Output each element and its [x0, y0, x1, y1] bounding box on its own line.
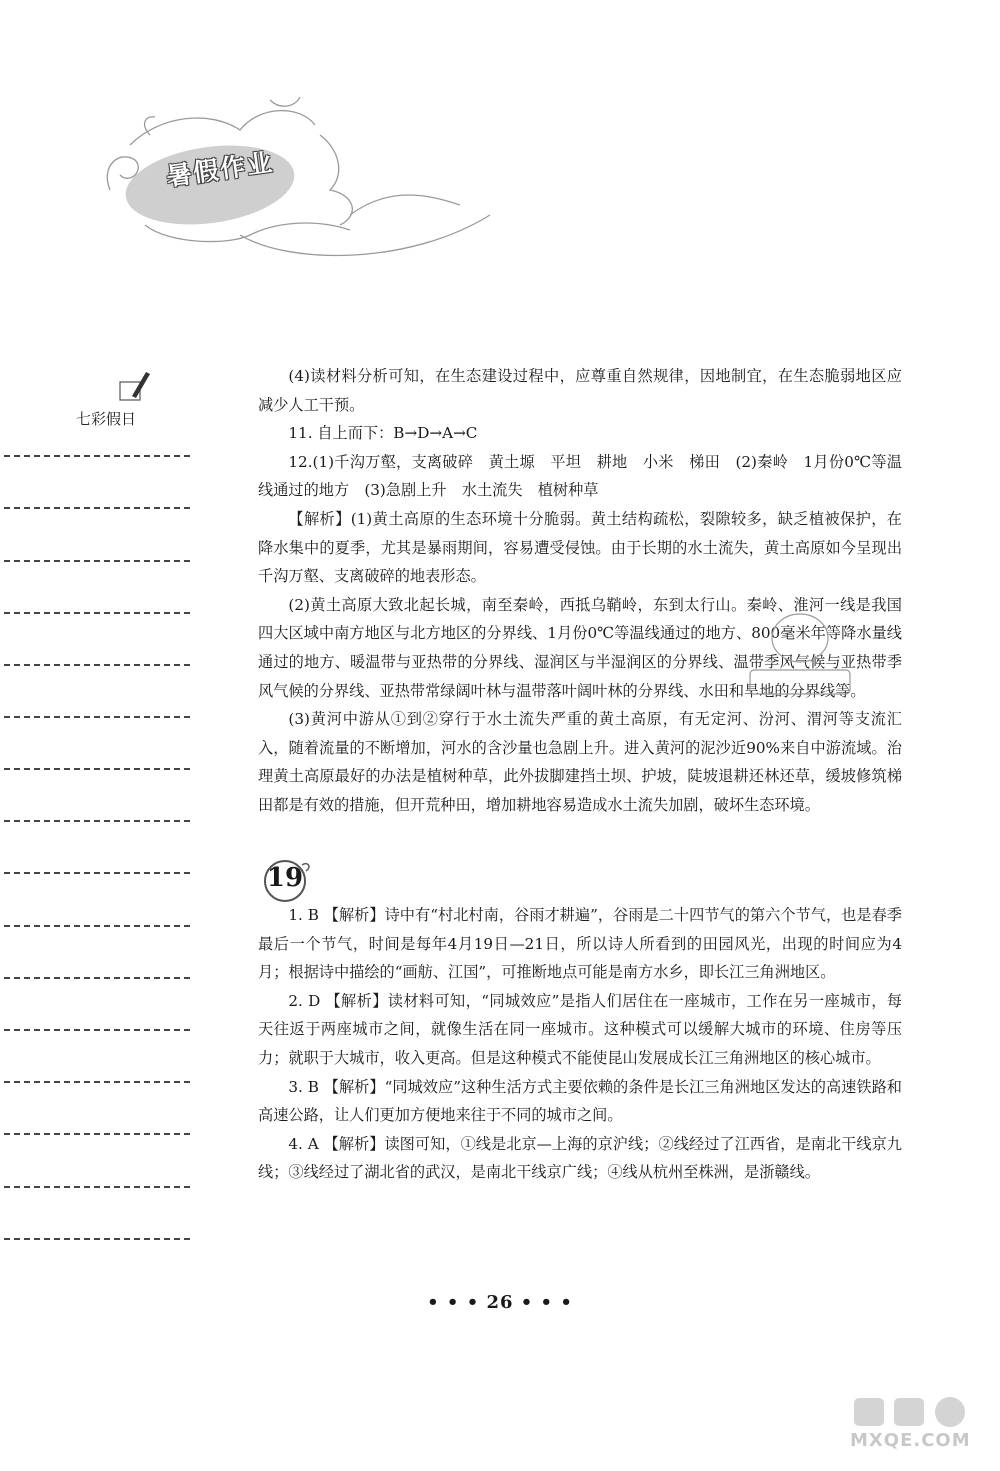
note-line: [4, 1238, 190, 1240]
note-line: [4, 664, 190, 666]
watermark: [850, 1394, 970, 1459]
answer-paragraph: 3. B 【解析】“同城效应”这种生活方式主要依赖的条件是长江三角洲地区发达的高速铁路和高速公路，让人们更加方便地来往于不同的城市之间。: [258, 1077, 902, 1125]
note-line: [4, 612, 190, 614]
answer-block: [258, 362, 902, 820]
answer-paragraph: 11. 自上而下：B→D→A→C: [288, 424, 478, 443]
answer-paragraph: (4)读材料分析可知，在生态建设过程中，应尊重自然规律，因地制宜，在生态脆弱地区应减少人工干预。: [258, 367, 902, 414]
pencil-icon: [118, 368, 152, 410]
sidebar-label: 七彩假日: [76, 410, 137, 428]
note-line: [4, 768, 190, 770]
note-line: [4, 560, 190, 562]
stamp-icon: [740, 608, 860, 703]
note-line: [4, 1029, 190, 1031]
answer-paragraph: 1. B 【解析】诗中有“村北村南，谷雨才耕遍”，谷雨是二十四节气的第六个节气，也是春季最后一个节气，时间是每年4月19日—21日，所以诗人所看到的田园风光，出现的时间应为4月；根据诗中描绘的“画舫、江国”，可推断地点可能是南方水乡，即长江三角洲地区。: [258, 906, 902, 982]
note-line: [4, 977, 190, 979]
answer-paragraph: 12.(1)千沟万壑，支离破碎 黄土塬 平坦 耕地 小米 梯田 (2)秦岭 1月份0℃等温线通过的地方 (3)急剧上升 水土流失 植树种草: [258, 452, 902, 500]
section-badge: [262, 857, 310, 905]
answer-paragraph: 4. A 【解析】读图可知，①线是北京—上海的京沪线；②线经过了江西省，是南北干线京九线；③线经过了湖北省的武汉，是南北干线京广线；④线从杭州至株洲，是浙赣线。: [258, 1134, 902, 1182]
note-line: [4, 820, 190, 822]
page-number: • • • 26 • • •: [427, 1292, 573, 1313]
note-line: [4, 925, 190, 927]
answer-block: [258, 901, 902, 1187]
note-line: [4, 1081, 190, 1083]
answer-paragraph: (2)黄土高原大致北起长城，南至秦岭，西抵乌鞘岭，东到太行山。秦岭、淮河一线是我国四大区域中南方地区与北方地区的分界线、1月份0℃等温线通过的地方、800毫米年等降水量线通过的地方、暖温带与亚热带的分界线、湿润区与半湿润区的分界线、温带季风气候与亚热带季风气候的分界线、亚热带常绿阔叶林与温带落叶阔叶林的分界线、水田和旱地的分界线等。: [258, 595, 902, 700]
note-line: [4, 716, 190, 718]
note-line: [4, 1133, 190, 1135]
watermark-logo-icon: [850, 1394, 970, 1430]
note-line: [4, 872, 190, 874]
answer-paragraph: 【解析】(1)黄土高原的生态环境十分脆弱。黄土结构疏松，裂隙较多，缺乏植被保护，在降水集中的夏季，尤其是暴雨期间，容易遭受侵蚀。由于长期的水土流失，黄土高原如今呈现出千沟万壑、支离破碎的地表形态。: [258, 509, 902, 586]
watermark-text: MXQE.COM: [850, 1430, 971, 1451]
note-line: [4, 1186, 190, 1188]
section-number: 19: [266, 863, 304, 893]
answer-paragraph: (3)黄河中游从①到②穿行于水土流失严重的黄土高原，有无定河、汾河、渭河等支流汇入，随着流量的不断增加，河水的含沙量也急剧上升。进入黄河的泥沙近90%来自中游流域。治理黄土高原最好的办法是植树种草，此外拔脚建挡土坝、护坡，陡坡退耕还林还草，缓坡修筑梯田都是有效的措施，但开荒种田，增加耕地容易造成水土流失加剧，破坏生态环境。: [258, 710, 902, 814]
note-line: [4, 455, 190, 457]
note-line: [4, 507, 190, 509]
answer-paragraph: 2. D 【解析】读材料可知，“同城效应”是指人们居住在一座城市，工作在另一座城市，每天往返于两座城市之间，就像生活在同一座城市。这种模式可以缓解大城市的环境、住房等压力；就职于大城市，收入更高。但是这种模式不能使昆山发展成长江三角洲地区的核心城市。: [258, 991, 902, 1067]
banner-title: 暑假作业: [164, 147, 276, 192]
